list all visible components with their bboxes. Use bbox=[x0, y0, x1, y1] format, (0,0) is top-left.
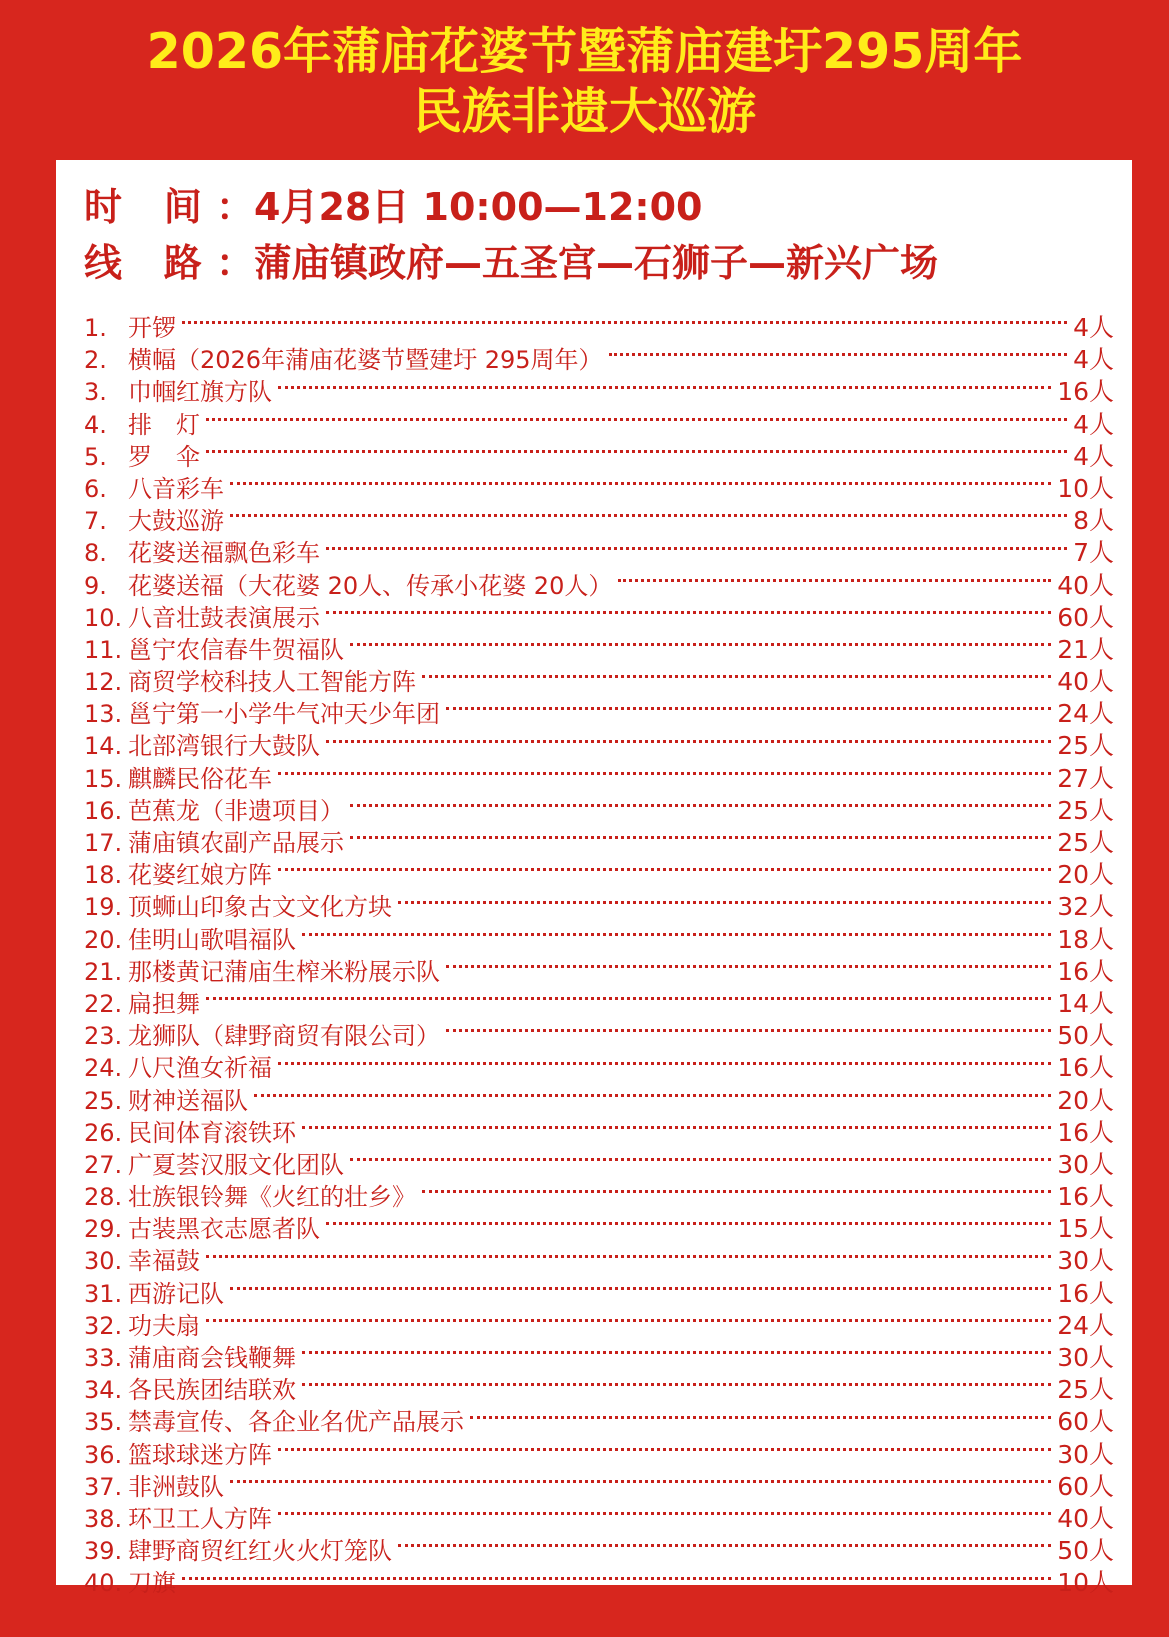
list-item bbox=[84, 952, 1114, 984]
list-item bbox=[84, 1145, 1114, 1177]
item-count: 4人 bbox=[1073, 409, 1114, 439]
dotted-leader bbox=[470, 1416, 1051, 1419]
item-count: 25人 bbox=[1057, 1375, 1114, 1405]
list-item bbox=[84, 791, 1114, 823]
item-name: 幸福鼓 bbox=[128, 1247, 200, 1276]
item-number: 29. bbox=[84, 1215, 123, 1244]
item-number: 18. bbox=[84, 861, 123, 890]
item-count: 16人 bbox=[1057, 1182, 1114, 1212]
dotted-leader bbox=[278, 1062, 1051, 1065]
item-count: 16人 bbox=[1057, 1053, 1114, 1083]
route-label: 线 路： bbox=[84, 241, 254, 285]
dotted-leader bbox=[182, 1577, 1051, 1580]
dotted-leader bbox=[230, 482, 1051, 485]
item-count: 25人 bbox=[1057, 795, 1114, 825]
list-item bbox=[84, 1081, 1114, 1113]
item-count: 27人 bbox=[1057, 763, 1114, 793]
item-name: 花婆送福（大花婆 20人、传承小花婆 20人） bbox=[128, 571, 613, 600]
list-item bbox=[84, 1338, 1114, 1370]
item-count: 20人 bbox=[1057, 1085, 1114, 1115]
list-item bbox=[84, 340, 1114, 375]
dotted-leader bbox=[446, 1029, 1051, 1032]
item-name: 西游记队 bbox=[128, 1279, 224, 1308]
dotted-leader bbox=[302, 1383, 1051, 1386]
dotted-leader bbox=[230, 514, 1067, 517]
dotted-leader bbox=[278, 772, 1051, 775]
item-number: 32. bbox=[84, 1311, 123, 1340]
list-item bbox=[84, 726, 1114, 761]
list-item bbox=[84, 1016, 1114, 1051]
dotted-leader bbox=[278, 386, 1051, 389]
dotted-leader bbox=[278, 1448, 1051, 1451]
item-name: 广夏荟汉服文化团队 bbox=[128, 1150, 344, 1179]
item-number: 10. bbox=[84, 603, 123, 632]
item-name: 财神送福队 bbox=[128, 1086, 248, 1115]
item-name: 环卫工人方阵 bbox=[128, 1504, 272, 1533]
time-value: 4月28日 10:00—12:00 bbox=[254, 185, 703, 229]
item-name: 花婆红娘方阵 bbox=[128, 861, 272, 890]
item-name: 花婆送福飘色彩车 bbox=[128, 539, 320, 568]
list-item bbox=[84, 1241, 1114, 1276]
item-count: 30人 bbox=[1057, 1439, 1114, 1469]
item-count: 30人 bbox=[1057, 1343, 1114, 1372]
item-count: 60人 bbox=[1057, 1407, 1114, 1437]
list-item bbox=[84, 920, 1114, 952]
item-name: 扁担舞 bbox=[128, 989, 200, 1018]
dotted-leader bbox=[398, 1544, 1051, 1547]
item-number: 13. bbox=[84, 700, 123, 729]
dotted-leader bbox=[254, 1094, 1051, 1097]
item-count: 30人 bbox=[1057, 1149, 1114, 1179]
list-item bbox=[84, 1531, 1114, 1566]
item-count: 10人 bbox=[1057, 473, 1114, 503]
item-number: 38. bbox=[84, 1504, 123, 1533]
list-item bbox=[84, 1177, 1114, 1212]
list-item bbox=[84, 759, 1114, 791]
dotted-leader bbox=[609, 353, 1068, 356]
item-count: 30人 bbox=[1057, 1246, 1114, 1276]
item-count: 14人 bbox=[1057, 988, 1114, 1018]
item-count: 25人 bbox=[1057, 731, 1114, 761]
item-number: 27. bbox=[84, 1150, 123, 1179]
dotted-leader bbox=[302, 1126, 1051, 1129]
item-name: 横幅（2026年蒲庙花婆节暨建圩 295周年） bbox=[128, 346, 603, 375]
program-panel bbox=[56, 160, 1132, 1598]
item-count: 40人 bbox=[1057, 1503, 1114, 1533]
dotted-leader bbox=[326, 1222, 1051, 1225]
item-number: 28. bbox=[84, 1183, 123, 1212]
list-item bbox=[84, 469, 1114, 501]
item-count: 32人 bbox=[1057, 892, 1114, 922]
item-name: 邕宁第一小学牛气冲天少年团 bbox=[128, 700, 440, 729]
item-name: 麒麟民俗花车 bbox=[128, 764, 272, 793]
item-number: 22. bbox=[84, 989, 123, 1018]
item-number: 7. bbox=[84, 507, 107, 536]
dotted-leader bbox=[230, 1480, 1051, 1483]
dotted-leader bbox=[206, 1319, 1051, 1322]
list-item bbox=[84, 1563, 1114, 1598]
item-name: 禁毒宣传、各企业名优产品展示 bbox=[128, 1408, 464, 1437]
list-item bbox=[84, 630, 1114, 662]
item-name: 篮球球迷方阵 bbox=[128, 1440, 272, 1469]
item-name: 排 灯 bbox=[128, 410, 200, 439]
item-count: 16人 bbox=[1057, 1117, 1114, 1147]
item-count: 24人 bbox=[1057, 1310, 1114, 1340]
list-item bbox=[84, 1370, 1114, 1405]
item-name: 民间体育滚铁环 bbox=[128, 1118, 296, 1147]
item-name: 非洲鼓队 bbox=[128, 1472, 224, 1501]
item-number: 14. bbox=[84, 732, 123, 761]
item-number: 16. bbox=[84, 796, 123, 825]
dotted-leader bbox=[618, 579, 1051, 582]
title-line-2: 民族非遗大巡游 bbox=[412, 83, 756, 140]
item-number: 6. bbox=[84, 474, 107, 503]
item-count: 25人 bbox=[1057, 828, 1114, 857]
item-count: 40人 bbox=[1057, 570, 1114, 600]
item-number: 20. bbox=[84, 925, 123, 954]
item-name: 大鼓巡游 bbox=[128, 507, 224, 536]
list-item bbox=[84, 1274, 1114, 1306]
item-number: 11. bbox=[84, 635, 123, 664]
item-number: 5. bbox=[84, 442, 107, 471]
item-name: 八音壮鼓表演展示 bbox=[128, 603, 320, 632]
item-count: 8人 bbox=[1073, 506, 1114, 536]
list-item bbox=[84, 1499, 1114, 1531]
list-item bbox=[84, 533, 1114, 568]
list-item bbox=[84, 984, 1114, 1016]
item-count: 24人 bbox=[1057, 699, 1114, 729]
dotted-leader bbox=[446, 707, 1051, 710]
item-name: 那楼黄记蒲庙生榨米粉展示队 bbox=[128, 957, 440, 986]
item-number: 1. bbox=[84, 314, 107, 342]
item-number: 3. bbox=[84, 378, 107, 407]
item-name: 巾帼红旗方队 bbox=[128, 378, 272, 407]
item-number: 26. bbox=[84, 1118, 123, 1147]
dotted-leader bbox=[206, 1255, 1051, 1258]
list-item bbox=[84, 1048, 1114, 1083]
item-name: 八尺渔女祈福 bbox=[128, 1054, 272, 1083]
dotted-leader bbox=[350, 804, 1051, 807]
dotted-leader bbox=[230, 1287, 1051, 1290]
list-item bbox=[84, 566, 1114, 598]
program-list bbox=[84, 308, 1114, 1596]
dotted-leader bbox=[302, 933, 1051, 936]
item-number: 33. bbox=[84, 1344, 123, 1372]
item-name: 肆野商贸红红火火灯笼队 bbox=[128, 1537, 392, 1566]
item-name: 功夫扇 bbox=[128, 1311, 200, 1340]
list-item bbox=[84, 501, 1114, 536]
item-name: 顶蛳山印象古文文化方块 bbox=[128, 893, 392, 922]
item-name: 蒲庙商会钱鞭舞 bbox=[128, 1344, 296, 1372]
dotted-leader bbox=[350, 643, 1051, 646]
item-number: 37. bbox=[84, 1472, 123, 1501]
item-count: 4人 bbox=[1073, 345, 1114, 375]
list-item bbox=[84, 823, 1114, 855]
dotted-leader bbox=[350, 1158, 1051, 1161]
item-count: 16人 bbox=[1057, 956, 1114, 986]
list-item bbox=[84, 405, 1114, 437]
item-number: 19. bbox=[84, 893, 123, 922]
list-item bbox=[84, 1209, 1114, 1244]
route-info bbox=[84, 238, 938, 288]
item-count: 16人 bbox=[1057, 1278, 1114, 1308]
item-number: 4. bbox=[84, 410, 107, 439]
item-name: 商贸学校科技人工智能方阵 bbox=[128, 668, 416, 697]
item-name: 开锣 bbox=[128, 314, 176, 342]
time-info bbox=[84, 182, 702, 232]
item-name: 古装黑衣志愿者队 bbox=[128, 1215, 320, 1244]
dotted-leader bbox=[326, 740, 1051, 743]
dotted-leader bbox=[302, 1351, 1051, 1354]
list-item bbox=[84, 1113, 1114, 1145]
item-number: 21. bbox=[84, 957, 123, 986]
item-name: 各民族团结联欢 bbox=[128, 1376, 296, 1405]
dotted-leader bbox=[206, 418, 1067, 421]
item-count: 60人 bbox=[1057, 1471, 1114, 1501]
item-number: 12. bbox=[84, 668, 123, 697]
item-count: 16人 bbox=[1057, 377, 1114, 407]
dotted-leader bbox=[398, 901, 1051, 904]
item-name: 壮族银铃舞《火红的壮乡》 bbox=[128, 1183, 416, 1212]
list-item bbox=[84, 694, 1114, 729]
dotted-leader bbox=[326, 547, 1067, 550]
item-count: 15人 bbox=[1057, 1214, 1114, 1244]
list-item bbox=[84, 855, 1114, 890]
list-item bbox=[84, 1402, 1114, 1437]
item-number: 17. bbox=[84, 829, 123, 857]
item-number: 40. bbox=[84, 1569, 123, 1598]
item-count: 21人 bbox=[1057, 634, 1114, 664]
item-name: 罗 伞 bbox=[128, 442, 200, 471]
item-number: 15. bbox=[84, 764, 123, 793]
item-name: 八音彩车 bbox=[128, 474, 224, 503]
item-name: 北部湾银行大鼓队 bbox=[128, 732, 320, 761]
dotted-leader bbox=[422, 1190, 1051, 1193]
dotted-leader bbox=[350, 836, 1051, 839]
poster-title bbox=[0, 22, 1169, 142]
item-number: 39. bbox=[84, 1537, 123, 1566]
list-item bbox=[84, 308, 1114, 340]
list-item bbox=[84, 372, 1114, 407]
time-label: 时 间： bbox=[84, 185, 254, 229]
item-count: 4人 bbox=[1073, 441, 1114, 471]
item-number: 8. bbox=[84, 539, 107, 568]
list-item bbox=[84, 598, 1114, 630]
item-number: 9. bbox=[84, 571, 107, 600]
item-count: 50人 bbox=[1057, 1021, 1114, 1051]
list-item bbox=[84, 662, 1114, 697]
item-number: 31. bbox=[84, 1279, 123, 1308]
dotted-leader bbox=[206, 997, 1051, 1000]
dotted-leader bbox=[278, 1512, 1051, 1515]
dotted-leader bbox=[278, 868, 1051, 871]
list-item bbox=[84, 1435, 1114, 1467]
item-count: 20人 bbox=[1057, 860, 1114, 890]
dotted-leader bbox=[206, 450, 1067, 453]
item-name: 龙狮队（肆野商贸有限公司） bbox=[128, 1022, 440, 1051]
list-item bbox=[84, 1306, 1114, 1338]
item-count: 4人 bbox=[1073, 313, 1114, 342]
item-number: 34. bbox=[84, 1376, 123, 1405]
item-count: 50人 bbox=[1057, 1536, 1114, 1566]
item-number: 30. bbox=[84, 1247, 123, 1276]
item-name: 邕宁农信春牛贺福队 bbox=[128, 635, 344, 664]
item-number: 2. bbox=[84, 346, 107, 375]
item-number: 25. bbox=[84, 1086, 123, 1115]
item-name: 蒲庙镇农副产品展示 bbox=[128, 829, 344, 857]
title-line-1: 2026年蒲庙花婆节暨蒲庙建圩295周年 bbox=[146, 23, 1023, 80]
dotted-leader bbox=[326, 611, 1051, 614]
item-number: 24. bbox=[84, 1054, 123, 1083]
item-number: 23. bbox=[84, 1022, 123, 1051]
item-count: 18人 bbox=[1057, 924, 1114, 954]
item-name: 佳明山歌唱福队 bbox=[128, 925, 296, 954]
dotted-leader bbox=[422, 675, 1051, 678]
route-value: 蒲庙镇政府—五圣宫—石狮子—新兴广场 bbox=[254, 241, 939, 285]
item-number: 36. bbox=[84, 1440, 123, 1469]
item-number: 35. bbox=[84, 1408, 123, 1437]
item-name: 刀旗 bbox=[128, 1569, 176, 1598]
dotted-leader bbox=[182, 321, 1067, 324]
item-count: 7人 bbox=[1073, 538, 1114, 568]
list-item bbox=[84, 1467, 1114, 1499]
item-count: 10人 bbox=[1057, 1568, 1114, 1598]
list-item bbox=[84, 887, 1114, 922]
item-count: 40人 bbox=[1057, 667, 1114, 697]
list-item bbox=[84, 437, 1114, 469]
dotted-leader bbox=[446, 965, 1051, 968]
item-count: 60人 bbox=[1057, 602, 1114, 632]
item-name: 芭蕉龙（非遗项目） bbox=[128, 796, 344, 825]
